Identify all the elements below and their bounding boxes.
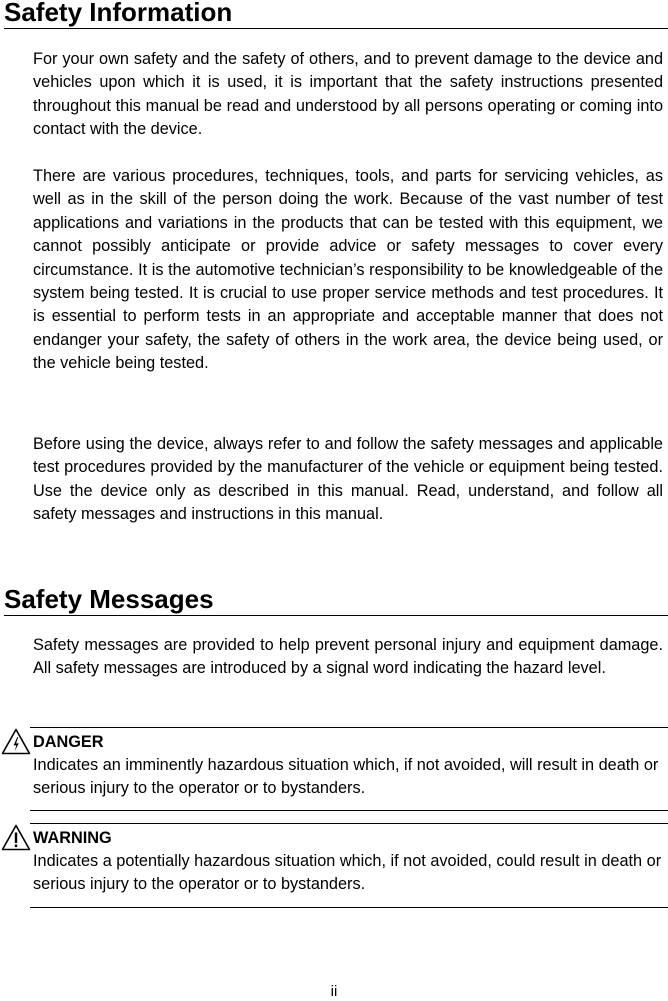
high-voltage-warning-icon [1,728,31,755]
paragraph-before-using: Before using the device, always refer to and follow the safety messages and applicable test procedures provided by the manufacturer of the vehicle or equipment being tested. Use the device only as described in this manual. Read, understand, and follow all safety messages and instructions in this manual. [33,435,663,524]
danger-signal-word: DANGER [33,733,104,751]
warning-message-box [30,823,668,908]
danger-message-box [30,727,668,811]
warning-description: Indicates a potentially hazardous situation which, if not avoided, could result in death or serious injury to the operator or to bystanders. [33,852,662,894]
exclamation-warning-icon [1,824,31,851]
page-number: ii [330,983,338,1000]
section-heading-safety-messages: Safety Messages [4,584,668,616]
paragraph-safety-intro: For your own safety and the safety of others, and to prevent damage to the device and vehicles upon which it is used, it is important that the safety instructions presented throughout this manual be read and understood by all persons operating or coming into contact with the device. [33,50,663,139]
paragraph-safety-messages-intro: Safety messages are provided to help prevent personal injury and equipment damage. All safety messages are introduced by a signal word indicating the hazard level. [33,636,663,678]
paragraph-procedures: There are various procedures, techniques, tools, and parts for servicing vehicles, as well as in the skill of the person doing the work. Because of the vast number of test applications and variations in the products that can be tested with this equipment, we cannot possibly anticipate or provide advice or safety messages to cover every circumstance. It is the automotive technician’s responsibility to be knowledgeable of the system being tested. It is crucial to use proper service methods and test procedures. It is essential to perform tests in an appropriate and acceptable manner that does not endanger your safety, the safety of others in the work area, the device being used, or the vehicle being tested. [33,167,663,373]
section-heading-safety-information: Safety Information [4,0,668,29]
warning-signal-word: WARNING [33,829,112,847]
danger-description: Indicates an imminently hazardous situation which, if not avoided, will result in death or serious injury to the operator or to bystanders. [33,756,659,798]
